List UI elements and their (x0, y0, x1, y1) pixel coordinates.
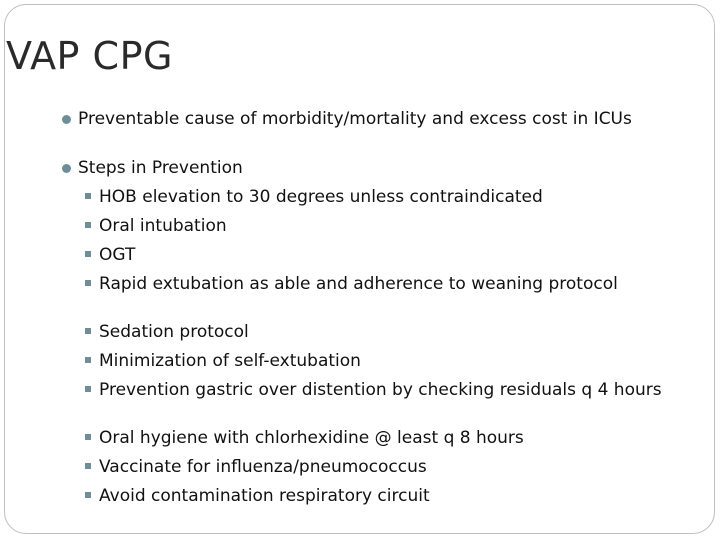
sub-bullet-text: OGT (99, 245, 136, 265)
sub-bullet-text: Rapid extubation as able and adherence to weaning protocol (99, 274, 618, 294)
sub-bullet-item (99, 275, 679, 293)
sub-bullet-item (99, 429, 679, 447)
sub-bullet-item (99, 381, 679, 399)
square-bullet-icon (85, 463, 91, 469)
sub-bullet-item (99, 487, 679, 505)
sub-bullet-item (99, 246, 679, 264)
slide-title: VAP CPG (6, 34, 173, 78)
sub-bullet-text: HOB elevation to 30 degrees unless contraindicated (99, 187, 543, 207)
sub-bullet-item (99, 323, 679, 341)
sub-bullet-text: Prevention gastric over distention by checking residuals q 4 hours (99, 380, 662, 400)
square-bullet-icon (85, 193, 91, 199)
square-bullet-icon (85, 222, 91, 228)
square-bullet-icon (85, 492, 91, 498)
sub-bullet-text: Avoid contamination respiratory circuit (99, 486, 430, 506)
square-bullet-icon (85, 280, 91, 286)
square-bullet-icon (85, 251, 91, 257)
sub-bullet-text: Sedation protocol (99, 322, 249, 342)
sub-bullet-item (99, 217, 679, 235)
sub-bullet-text: Vaccinate for influenza/pneumococcus (99, 457, 427, 477)
square-bullet-icon (85, 357, 91, 363)
sub-bullet-text: Oral hygiene with chlorhexidine @ least q 8 hours (99, 428, 524, 448)
sub-bullet-item (99, 188, 679, 206)
square-bullet-icon (85, 386, 91, 392)
bullet-text: Preventable cause of morbidity/mortality and excess cost in ICUs (78, 109, 632, 129)
square-bullet-icon (85, 434, 91, 440)
round-bullet-icon (62, 115, 71, 124)
sub-bullet-text: Minimization of self-extubation (99, 351, 361, 371)
sub-bullet-item (99, 458, 679, 476)
bullet-item (78, 110, 678, 128)
sub-bullet-item (99, 352, 679, 370)
round-bullet-icon (62, 164, 71, 173)
square-bullet-icon (85, 328, 91, 334)
sub-bullet-text: Oral intubation (99, 216, 227, 236)
bullet-text: Steps in Prevention (78, 158, 243, 178)
bullet-item (78, 159, 678, 177)
